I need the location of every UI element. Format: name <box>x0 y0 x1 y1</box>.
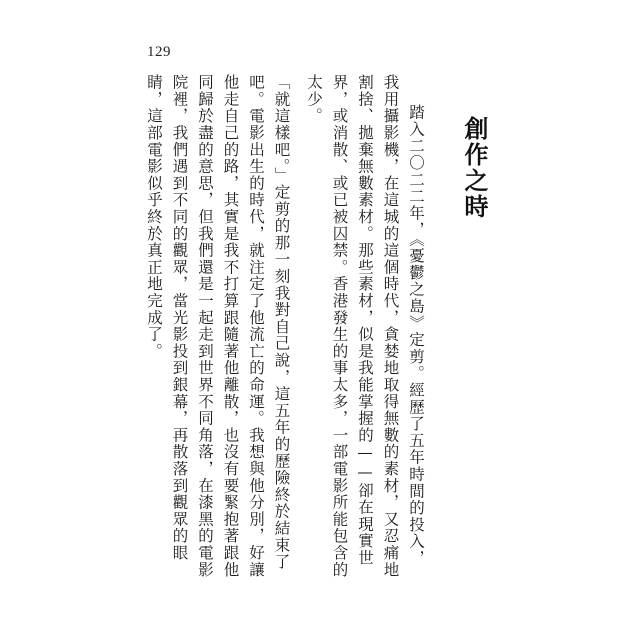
paragraph-1-text: 踏入二〇二二年，《憂鬱之島》定剪。經歷了五年時間的投入，我用攝影機，在這城的這個時代，貪婪地取得無數的素材，又忍痛地割捨、拋棄無數素材。那些素材，似是我能掌握的——卻在現實世界，或消散、或已被囚禁。香港發生的事太多，一部電影所能包含的太少。 <box>305 74 425 578</box>
body-text <box>141 74 429 579</box>
paragraph-2-text: 「就這樣吧。」定剪的那一刻我對自己說，這五年的歷險終於結束了吧。電影出生的時代，就注定了他流亡的命運。我想與他分別，好讓他走自己的路，其實是我不打算跟隨著他離散，也沒有要緊抱著跟他同歸於盡的意思，但我們還是一起走到世界不同角落，在漆黑的電影院裡，我們遇到不同的觀眾，當光影投到銀幕，再散落到觀眾的眼睛，這部電影似乎終於真正地完成了。 <box>145 74 291 578</box>
page-number: 129 <box>147 44 171 60</box>
paragraph-2 <box>141 74 294 579</box>
chapter-title: 創作之時 <box>460 116 489 220</box>
paragraph-1 <box>301 74 429 579</box>
